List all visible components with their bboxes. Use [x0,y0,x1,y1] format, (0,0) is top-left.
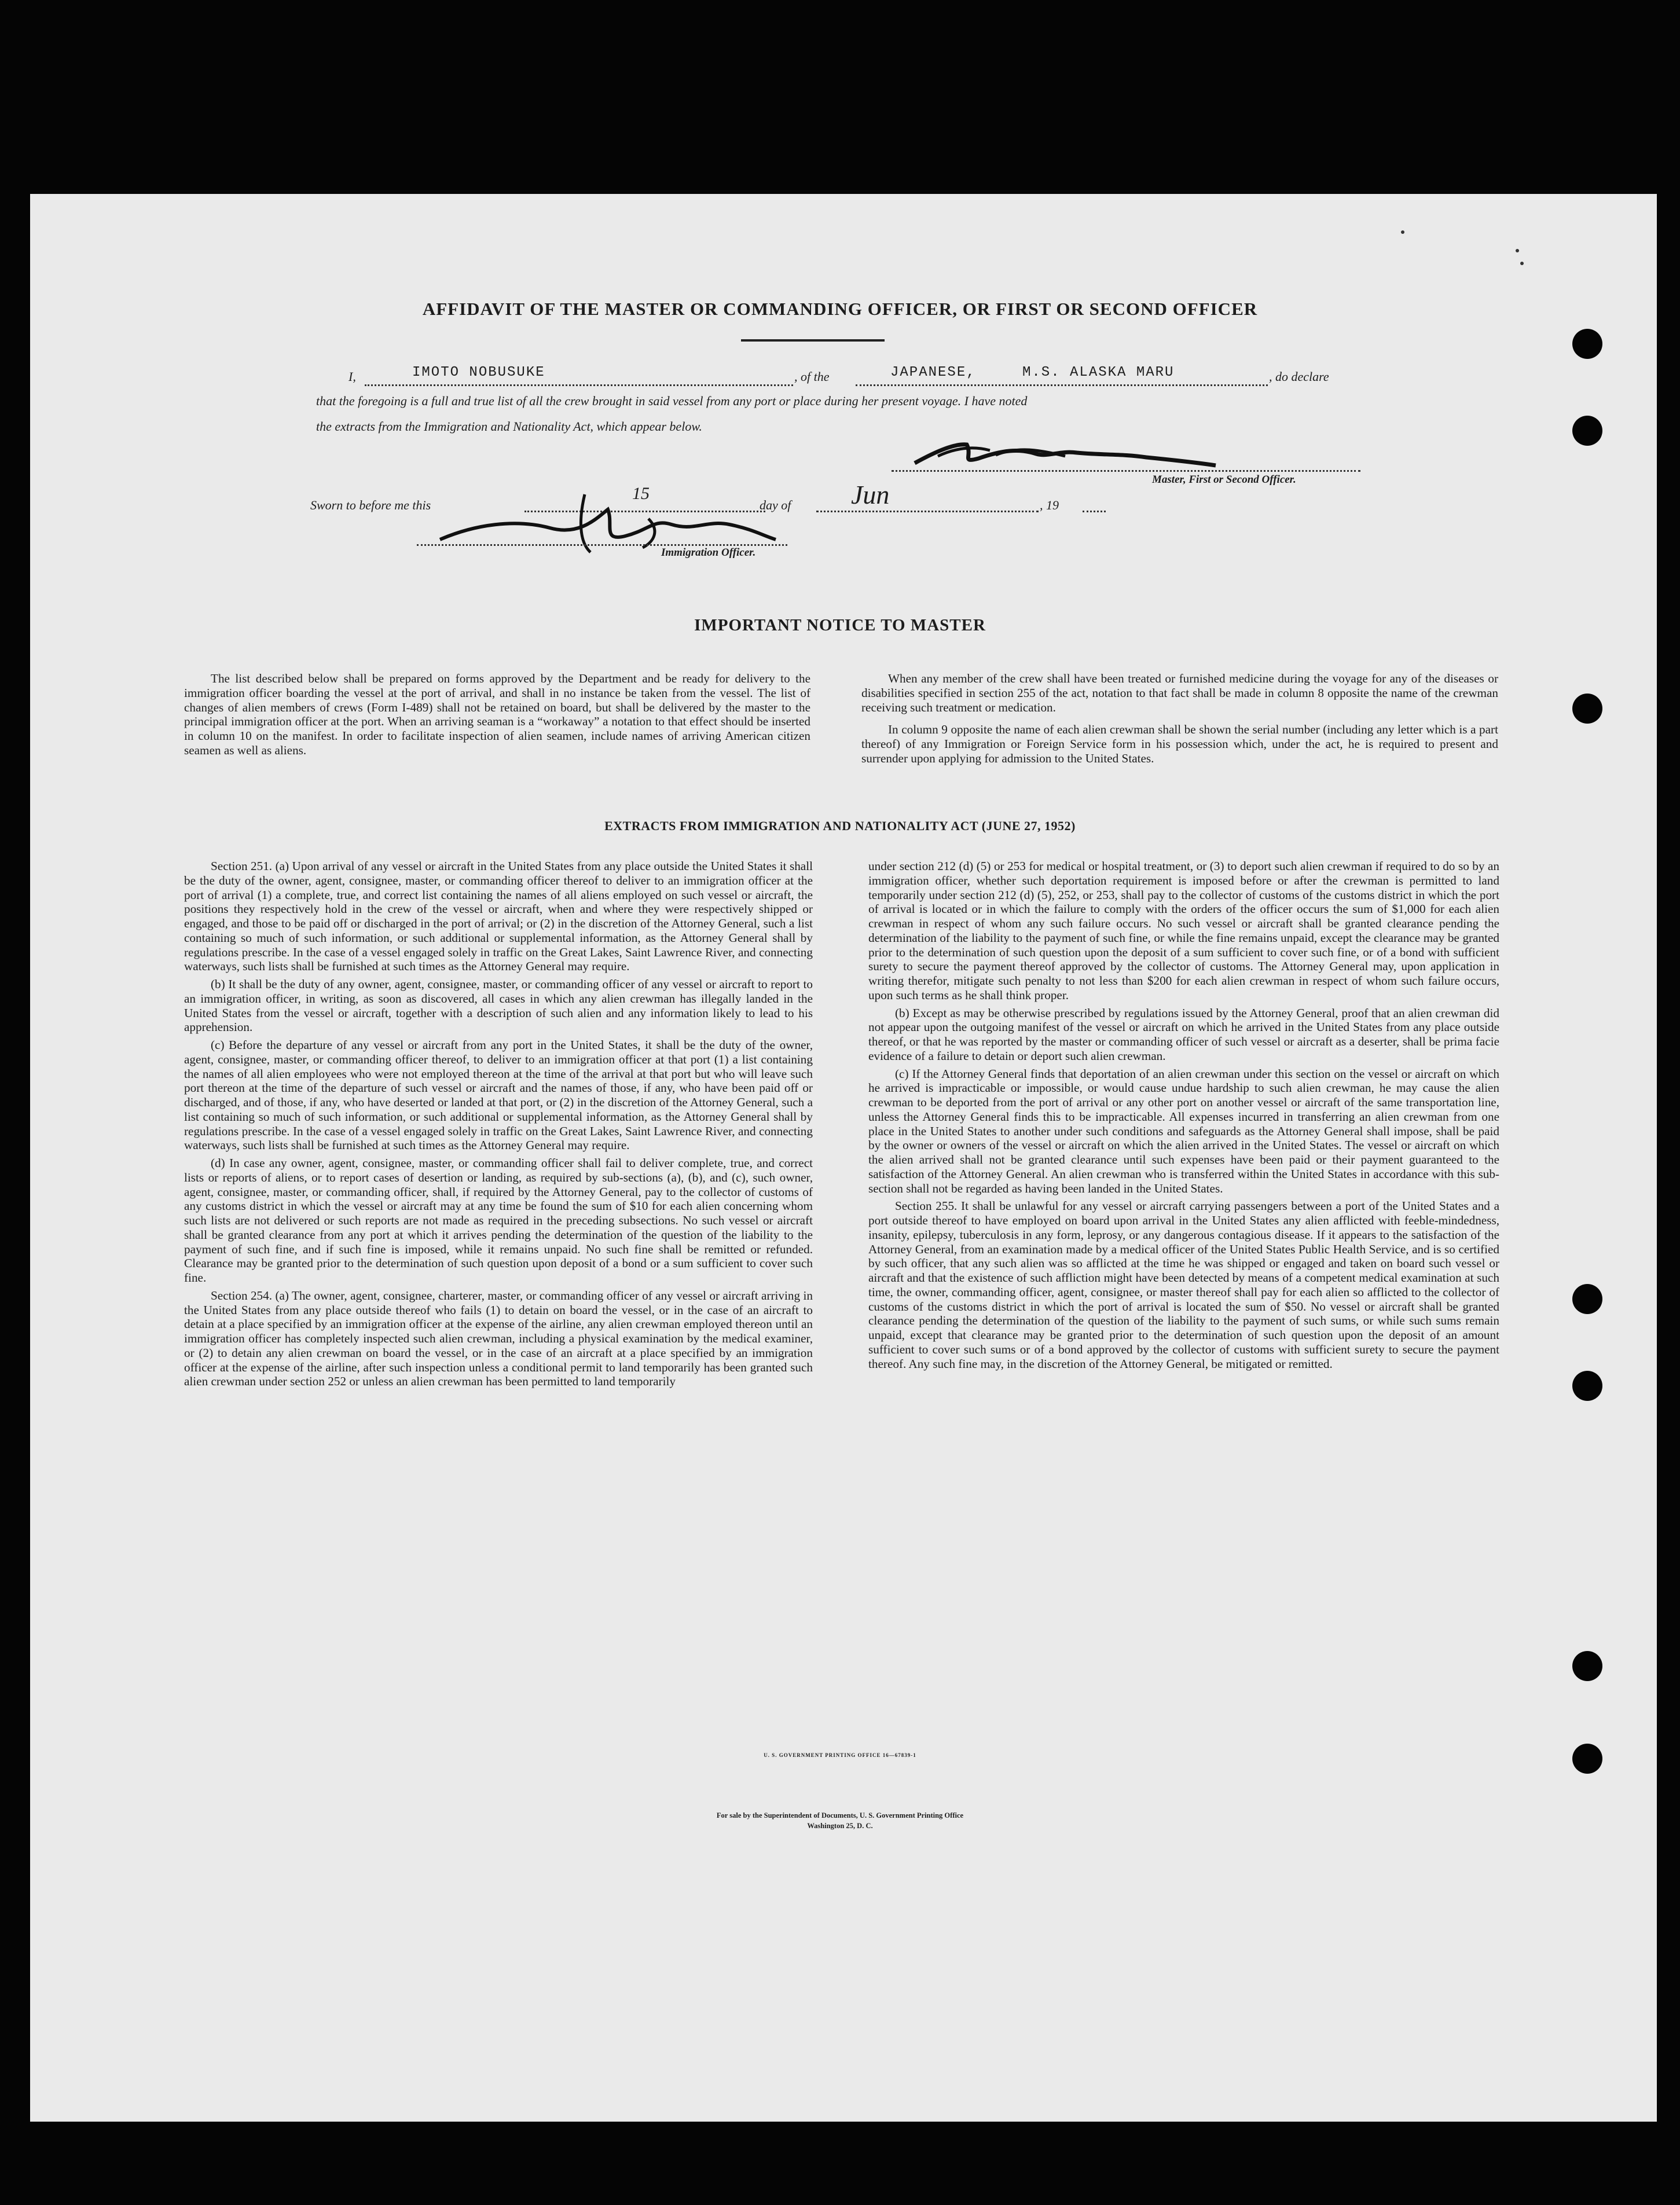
day-of-label: day of [760,498,791,512]
notice-left-column [184,672,810,758]
sale-line-1: For sale by the Superintendent of Documents, U. S. Government Printing Office [716,1811,964,1819]
year-label: , 19 [1040,498,1059,512]
i-label: I, [349,369,356,384]
notice-right-column [861,672,1498,766]
officer-caption: Immigration Officer. [661,546,756,559]
sale-line-2: Washington 25, D. C. [807,1822,873,1830]
declare-label: , do declare [1269,369,1329,384]
binder-hole [1572,694,1602,724]
year-line [1083,511,1106,512]
master-name-line [365,384,793,386]
binder-hole [1572,1371,1602,1401]
paper-speck [1520,262,1524,265]
section-251-c: (c) Before the departure of any vessel or aircraft from any port in the United States, it shall be the duty of the owner, agent, consignee, master, or commanding officer thereof, to deliver to an immigration officer at that port (1) a list containing the names of all alien employees who were not employed thereon at the time of the arrival at that port but who will leave such port thereon at the time of the departure of such vessel or aircraft and the names of those, if any, who have been paid off or discharged, and of those, if any, who have deserted or landed at that port, or (2) in the discretion of the Attorney General, such a list containing so much of such information, or such additional or supplemental information, as the Attorney General shall by regulations prescribe. In the case of a vessel engaged solely in traffic on the Great Lakes, Saint Lawrence River, and connecting waterways, such lists shall be furnished at such times as the Attorney General may require. [184,1038,813,1153]
section-251-a: Section 251. (a) Upon arrival of any vessel or aircraft in the United States from any place outside the United States it shall be the duty of the owner, agent, consignee, master, or commanding officer thereof to deliver to an immigration officer at the port of arrival (1) a complete, true, and correct list containing the names of all aliens employed on such vessel or aircraft, the positions they respectively hold in the crew of the vessel or aircraft, when and where they were respectively shipped or engaged, and those to be paid off or discharged in the port of arrival; or (2) in the discretion of the Attorney General, such a list containing so much of such information, or such additional or supplemental information, as the Attorney General shall by regulations prescribe. In the case of a vessel engaged solely in traffic on the Great Lakes, Saint Lawrence River, and connecting waterways, such lists shall be furnished at such times as the Attorney General may require. [184,859,813,974]
vessel-nationality-field: JAPANESE, [890,365,976,380]
paper-speck [1516,249,1519,252]
section-254-c: (c) If the Attorney General finds that deportation of an alien crewman under this section on the vessel or aircraft on which he arrived is impracticable or impossible, or would cause undue hardship to such alien crewman, he may cause the alien crewman to be deported from the port of arrival or any other port on another vessel or aircraft of the same transportation line, unless the Attorney General finds this to be impracticable. All expenses incurred in transferring an alien crewman from one place in the United States to another under such conditions and safeguards as the Attorney General shall impose, shall be paid by the owner or owners of the vessel or aircraft on which the alien arrived in the United States. The vessel or aircraft on which the alien arrived shall not be granted clearance until such expenses have been paid or their payment guaranteed to the satisfaction of the Attorney General. An alien crewman who is transferred within the United States in accordance with this sub-section shall not be regarded as having been landed in the United States. [868,1066,1499,1195]
of-the-label: , of the [794,369,830,384]
section-251-d: (d) In case any owner, agent, consignee, master, or commanding officer shall fail to deliver complete, true, and correct lists or reports of aliens, or to report cases of desertion or landing, as required by sub-sections (a), (b), and (c), such owner, agent, consignee, master, or commanding officer, shall, if required by the Attorney General, pay to the collector of customs of any customs district in which the vessel or aircraft may at any time be found the sum of $10 for each alien concerning whom such lists are not delivered or such reports are not made as required in the preceding subsections. No such vessel or aircraft shall be granted clearance from any port at which it arrives pending the determination of the question of the liability to the payment of such fine, and if such fine is imposed, while it remains unpaid. No such fine shall be remitted or refunded. Clearance may be granted prior to the determination of such question upon deposit of a bond or a sum sufficient to cover such fine. [184,1156,813,1285]
affidavit-line-2: that the foregoing is a full and true list of all the crew brought in said vessel from any port or place during her present voyage. I have noted [316,394,1028,408]
master-name-field: IMOTO NOBUSUKE [412,365,545,380]
vessel-line [856,384,1268,386]
section-254-a-continued: under section 212 (d) (5) or 253 for medical or hospital treatment, or (3) to deport such alien crewman if required to do so by an immigration officer, whether such deportation requirement is imposed before or after the crewman is permitted to land temporarily under section 212 (d) (5), 252, or 253, shall pay to the collector of customs of the customs district in which the port of arrival is located or in which the failure to comply with the orders of the officer occurs the sum of $1,000 for each alien crewman in respect of whom any such failure occurs. No such vessel or aircraft shall be granted clearance pending the determination of the liability to the payment of such fine, or while the fine remains unpaid, except the clearance may be granted prior to the determination of such question upon the deposit of a sum sufficient to cover such fine, or of a bond with sufficient surety to secure the payment thereof approved by the collector of customs. The Attorney General may, upon application in writing therefor, mitigate such penalty to not less than $200 for each alien crewman in respect of whom such failure occurs, upon such terms as he shall think proper. [868,859,1499,1002]
sworn-month: Jun [851,480,890,509]
extracts-title: EXTRACTS FROM IMMIGRATION AND NATIONALITY ACT (JUNE 27, 1952) [604,819,1076,833]
binder-hole [1572,416,1602,446]
section-251-b: (b) It shall be the duty of any owner, agent, consignee, master, or commanding officer of any vessel or aircraft to report to an immigration officer, in writing, as soon as discovered, all cases in which any alien crewman has illegally landed in the United States from the vessel or aircraft, together with a description of such alien and any information likely to lead to his apprehension. [184,977,813,1034]
binder-hole [1572,1284,1602,1314]
sworn-label: Sworn to before me this [310,498,431,512]
affidavit-title: AFFIDAVIT OF THE MASTER OR COMMANDING OFFICER, OR FIRST OR SECOND OFFICER [422,299,1258,319]
officer-signature-line [417,544,787,546]
binder-hole [1572,1744,1602,1774]
master-signature [903,433,1227,474]
extracts-right-column [868,859,1499,1371]
notice-right-paragraph-2: In column 9 opposite the name of each alien crewman shall be shown the serial number (including any letter which is a part thereof) of any Immigration or Foreign Service form in his possession which, under the act, he is required to present and surrender upon applying for admission to the United States. [861,722,1498,765]
binder-hole [1572,329,1602,359]
paper-speck [1401,230,1404,234]
notice-left-paragraph: The list described below shall be prepared on forms approved by the Department and be ready for delivery to the immigration officer boarding the vessel at the port of arrival, and shall in no instance be taken from the vessel. The list of changes of alien members of crews (Form I-489) shall not be retained on board, but shall be delivered by the master to the principal immigration officer at the port. When an arriving seaman is a “workaway” a notation to that effect should be inserted in column 10 on the manifest. In order to facilitate inspection of alien seamen, include names of arriving American citizen seamen as well as aliens. [184,672,810,757]
section-254-b: (b) Except as may be otherwise prescribed by regulations issued by the Attorney General, proof that an alien crewman did not appear upon the outgoing manifest of the vessel or aircraft on which he arrived in the United States from any place outside thereof, or that he was reported by the master or commanding officer of such vessel or aircraft as a deserter, shall be prima facie evidence of a failure to detain or deport such alien crewman. [868,1006,1499,1063]
title-rule [741,339,885,342]
extracts-left-column [184,859,813,1389]
binder-hole [1572,1651,1602,1681]
section-255: Section 255. It shall be unlawful for any vessel or aircraft carrying passengers between a port of the United States and a port outside thereof to have employed on board upon arrival in the United States any alien afflicted with feeble-mindedness, insanity, epilepsy, tuberculosis in any form, leprosy, or any dangerous contagious disease. If it appears to the satisfaction of the Attorney General, from an examination made by a medical officer of the United States Public Health Service, and is so certified by such officer, that any such alien was so afflicted at the time he was shipped or engaged and taken on board such vessel or aircraft and that the existence of such affliction might have been detected by means of a competent medical examination at such time, the owner, commanding officer, agent, consignee, or master thereof shall pay for each alien so afflicted to the collector of customs of the customs district in which the port of arrival is located the sum of $50. No vessel or aircraft shall be granted clearance pending the determination of the question of the liability to the payment of such sums, or while such sums remain unpaid, except that clearance may be granted prior to the determination of such question upon the deposit of an amount sufficient to cover such sums or of a bond approved by the collector of customs with sufficient surety to secure the payment thereof. Any such fine may, in the discretion of the Attorney General, be mitigated or remitted. [868,1199,1499,1371]
affidavit-line-3: the extracts from the Immigration and Nationality Act, which appear below. [316,419,702,434]
section-254-a: Section 254. (a) The owner, agent, consignee, charterer, master, or commanding officer of any vessel or aircraft arriving in the United States from any place outside thereof who fails (1) to detain on board the vessel, or in the case of an aircraft to detain at a place specified by an immigration officer at the expense of the airline, any alien crewman employed thereon until an immigration officer has completely inspected such alien crewman, including a physical examination by the medical examiner, or (2) to detain any alien crewman on board the vessel, or in the case of an aircraft at a place specified by an immigration officer at the expense of the airline, after such inspection unless a conditional permit to land temporarily has been granted such alien crewman under section 252 or unless an alien crewman has been permitted to land temporarily [184,1288,813,1389]
notice-right-paragraph-1: When any member of the crew shall have been treated or furnished medicine during the voyage for any of the diseases or disabilities specified in section 255 of the act, notation to that fact shall be made in column 8 opposite the name of the crewman receiving such treatment or medication. [861,672,1498,714]
sworn-day: 15 [632,484,650,503]
master-caption: Master, First or Second Officer. [1152,474,1296,486]
master-signature-line [892,470,1360,472]
sworn-month-line [816,511,1039,512]
vessel-name-field: M.S. ALASKA MARU [1022,365,1175,380]
print-code: U. S. GOVERNMENT PRINTING OFFICE 16—67839-1 [764,1752,916,1758]
notice-title: IMPORTANT NOTICE TO MASTER [694,616,986,634]
